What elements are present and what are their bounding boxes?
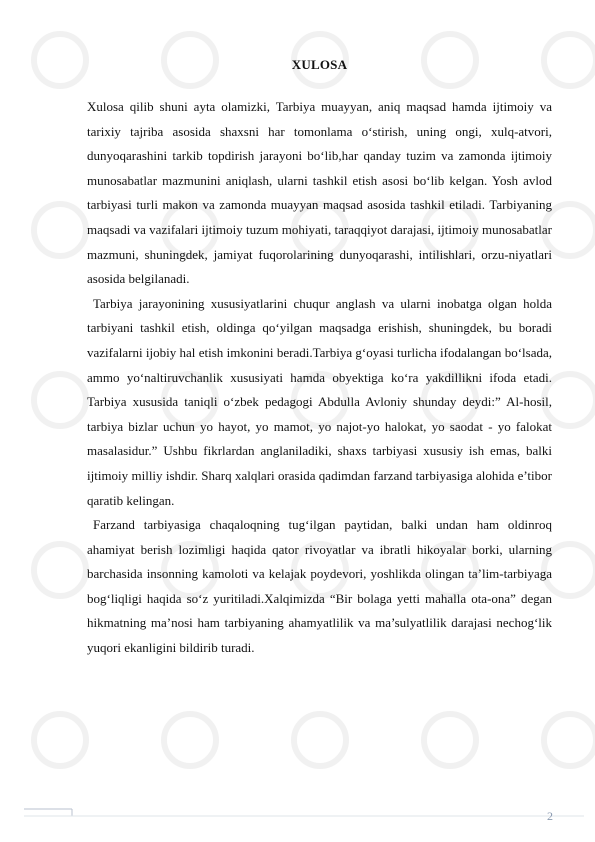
paragraph-1: Xulosa qilib shuni ayta olamizki, Tarbiya muayyan, aniq maqsad hamda ijtimoiy va tarixiy tajriba asosida shaxsni har tomonlama o‘stirish, uning ongi, xulq-atvori, dunyoqarashini tarkib topdirish jarayoni bo‘lib,har qanday tuzim va zamonda ijtimoiy munosabatlar mazmunini aniqlash, ularni tashkil etish asosi bo‘lib kelgan. Yosh avlod tarbiyasi turli makon va zamonda muayyan maqsad asosida tashkil etiladi. Tarbiyaning maqsadi va vazifalari ijtimoiy tuzum mohiyati, taraqqiyot darajasi, ijtimoiy munosabatlar mazmuni, shuningdek, jamiyat fuqorolarining dunyoqarashi, intilishlari, orzu-niyatlari asosida belgilanadi.: [87, 99, 552, 287]
paragraph-2: Tarbiya jarayonining xususiyatlarini chuqur anglash va ularni inobatga olgan holda tarbiyani tashkil etish, oldinga qo‘yilgan maqsadga erishish, shuningdek, bu boradi vazifalarni ijobiy hal etish imkonini beradi.Tarbiya g‘oyasi turlicha ifodalangan bo‘lsada, ammo yo‘naltiruvchanlik xususiyati hamda obyektiga ko‘ra yakdillikni ifoda etadi. Tarbiya xususida taniqli o‘zbek pedagogi Abdulla Avloniy shunday deydi:” Al-hosil, tarbiya bizlar uchun yo hayot, yo mamot, yo najot-yo halokat, yo saodat - yo falokat masalasidur.” Ushbu fikrlardan anglaniladiki, shaxs tarbiyasi xususiy ish emas, balki ijtimoiy milliy ishdir. Sharq xalqlari orasida qadimdan farzand tarbiyasiga alohida e’tibor qaratib kelingan.: [87, 295, 552, 508]
paragraph-3: Farzand tarbiyasiga chaqaloqning tug‘ilgan paytidan, balki undan ham oldinroq ahamiyat berish lozimligi haqida qator rivoyatlar va ibratli hikoyalar borki, ularning barchasida insonning kamoloti va kelajak poydevori, yoshlikda olingan ta’lim-tarbiyaga bog‘liqligi haqida so‘z yuritiladi.Xalqimizda “Bir bolaga yetti mahalla ota-ona” degan hikmatning ma’nosi ham tarbiyaning ahamyatlilik va ma’sulyatlilik darajasi nechog‘lik yuqori ekanligini bildirib turadi.: [87, 517, 552, 656]
footer-line: [24, 808, 584, 818]
page-number: 2: [547, 809, 553, 823]
document-title: XULOSA: [291, 57, 348, 72]
document-body: [87, 95, 552, 661]
